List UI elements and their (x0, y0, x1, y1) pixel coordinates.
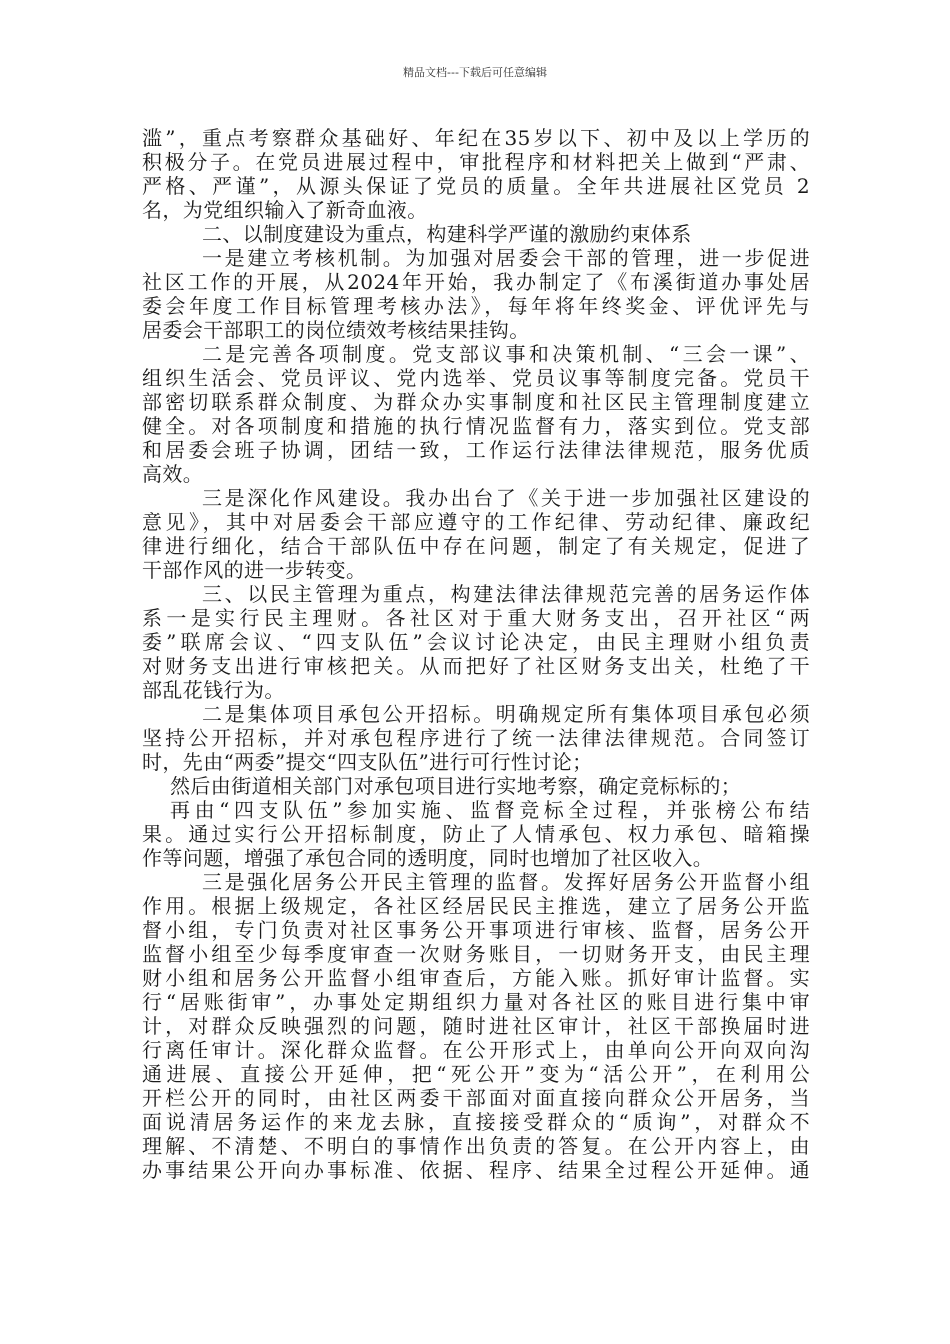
text-line: 果。通过实行公开招标制度，防止了人情承包、权力承包、暗箱操 (142, 822, 810, 846)
text-line: 部乱花钱行为。 (142, 678, 285, 702)
text-line: 一是建立考核机制。为加强对居委会干部的管理，进一步促进 (202, 246, 810, 270)
text-line: 行离任审计。深化群众监督。在公开形式上，由单向公开向双向沟 (142, 1038, 810, 1062)
text-line: 计，对群众反映强烈的问题，随时进社区审计，社区干部换届时进 (142, 1014, 810, 1038)
text-line: 时，先由“两委”提交“四支队伍”进行可行性讨论； (142, 750, 593, 774)
text-line: 组织生活会、党员评议、党内选举、党员议事等制度完备。党员干 (142, 366, 810, 390)
text-line: 监督小组至少每季度审查一次财务账目，一切财务开支，由民主理 (142, 942, 810, 966)
text-line: 严格、严谨”，从源头保证了党员的质量。全年共进展社区党员 2 (142, 174, 810, 198)
text-line: 二是集体项目承包公开招标。明确规定所有集体项目承包必须 (202, 702, 810, 726)
text-line: 三、以民主管理为重点，构建法律法律规范完善的居务运作体 (202, 582, 810, 606)
text-line: 和居委会班子协调，团结一致，工作运行法律法律规范，服务优质 (142, 438, 810, 462)
text-line: 委”联席会议、“四支队伍”会议讨论决定，由民主理财小组负责 (142, 630, 810, 654)
text-line: 坚持公开招标，并对承包程序进行了统一法律法律规范。合同签订 (142, 726, 810, 750)
text-line: 系一是实行民主理财。各社区对于重大财务支出，召开社区“两 (142, 606, 810, 630)
text-line: 然后由街道相关部门对承包项目进行实地考察，确定竞标标的； (170, 774, 742, 798)
document-body (142, 126, 810, 1182)
page-header: 精品文档---下载后可任意编辑 (403, 66, 547, 79)
text-line: 督小组，专门负责对社区事务公开事项进行审核、监督，居务公开 (142, 918, 810, 942)
text-line: 再由“四支队伍”参加实施、监督竞标全过程，并张榜公布结 (170, 798, 810, 822)
text-line: 居委会干部职工的岗位绩效考核结果挂钩。 (142, 318, 530, 342)
text-line: 二是完善各项制度。党支部议事和决策机制、“三会一课”、 (202, 342, 810, 366)
text-line: 滥”，重点考察群众基础好、年纪在35岁以下、初中及以上学历的 (142, 126, 810, 150)
text-line: 社区工作的开展，从2024年开始，我办制定了《布溪街道办事处居 (142, 270, 810, 294)
text-line: 意见》，其中对居委会干部应遵守的工作纪律、劳动纪律、廉政纪 (142, 510, 810, 534)
text-line: 财小组和居务公开监督小组审查后，方能入账。抓好审计监督。实 (142, 966, 810, 990)
text-line: 名，为党组织输入了新奇血液。 (142, 198, 428, 222)
text-line: 办事结果公开向办事标准、依据、程序、结果全过程公开延伸。通 (142, 1158, 810, 1182)
text-line: 通进展、直接公开延伸，把“死公开”变为“活公开”，在利用公 (142, 1062, 810, 1086)
text-line: 委会年度工作目标管理考核办法》，每年将年终奖金、评优评先与 (142, 294, 810, 318)
text-line: 健全。对各项制度和措施的执行情况监督有力，落实到位。党支部 (142, 414, 810, 438)
text-line: 开栏公开的同时，由社区两委干部面对面直接向群众公开居务，当 (142, 1086, 810, 1110)
text-line: 律进行细化，结合干部队伍中存在问题，制定了有关规定，促进了 (142, 534, 810, 558)
text-line: 作用。根据上级规定，各社区经居民民主推选，建立了居务公开监 (142, 894, 810, 918)
text-line: 二、以制度建设为重点，构建科学严谨的激励约束体系 (202, 222, 692, 246)
text-line: 理解、不清楚、不明白的事情作出负责的答复。在公开内容上，由 (142, 1134, 810, 1158)
text-line: 高效。 (142, 462, 204, 486)
text-line: 三是强化居务公开民主管理的监督。发挥好居务公开监督小组 (202, 870, 810, 894)
text-line: 部密切联系群众制度、为群众办实事制度和社区民主管理制度建立 (142, 390, 810, 414)
text-line: 对财务支出进行审核把关。从而把好了社区财务支出关，杜绝了干 (142, 654, 810, 678)
text-line: 干部作风的进一步转变。 (142, 558, 367, 582)
text-line: 积极分子。在党员进展过程中，审批程序和材料把关上做到“严肃、 (142, 150, 810, 174)
text-line: 面说清居务运作的来龙去脉，直接接受群众的“质询”，对群众不 (142, 1110, 810, 1134)
text-line: 行“居账街审”，办事处定期组织力量对各社区的账目进行集中审 (142, 990, 810, 1014)
text-line: 三是深化作风建设。我办出台了《关于进一步加强社区建设的 (202, 486, 810, 510)
text-line: 作等问题，增强了承包合同的透明度，同时也增加了社区收入。 (142, 846, 714, 870)
